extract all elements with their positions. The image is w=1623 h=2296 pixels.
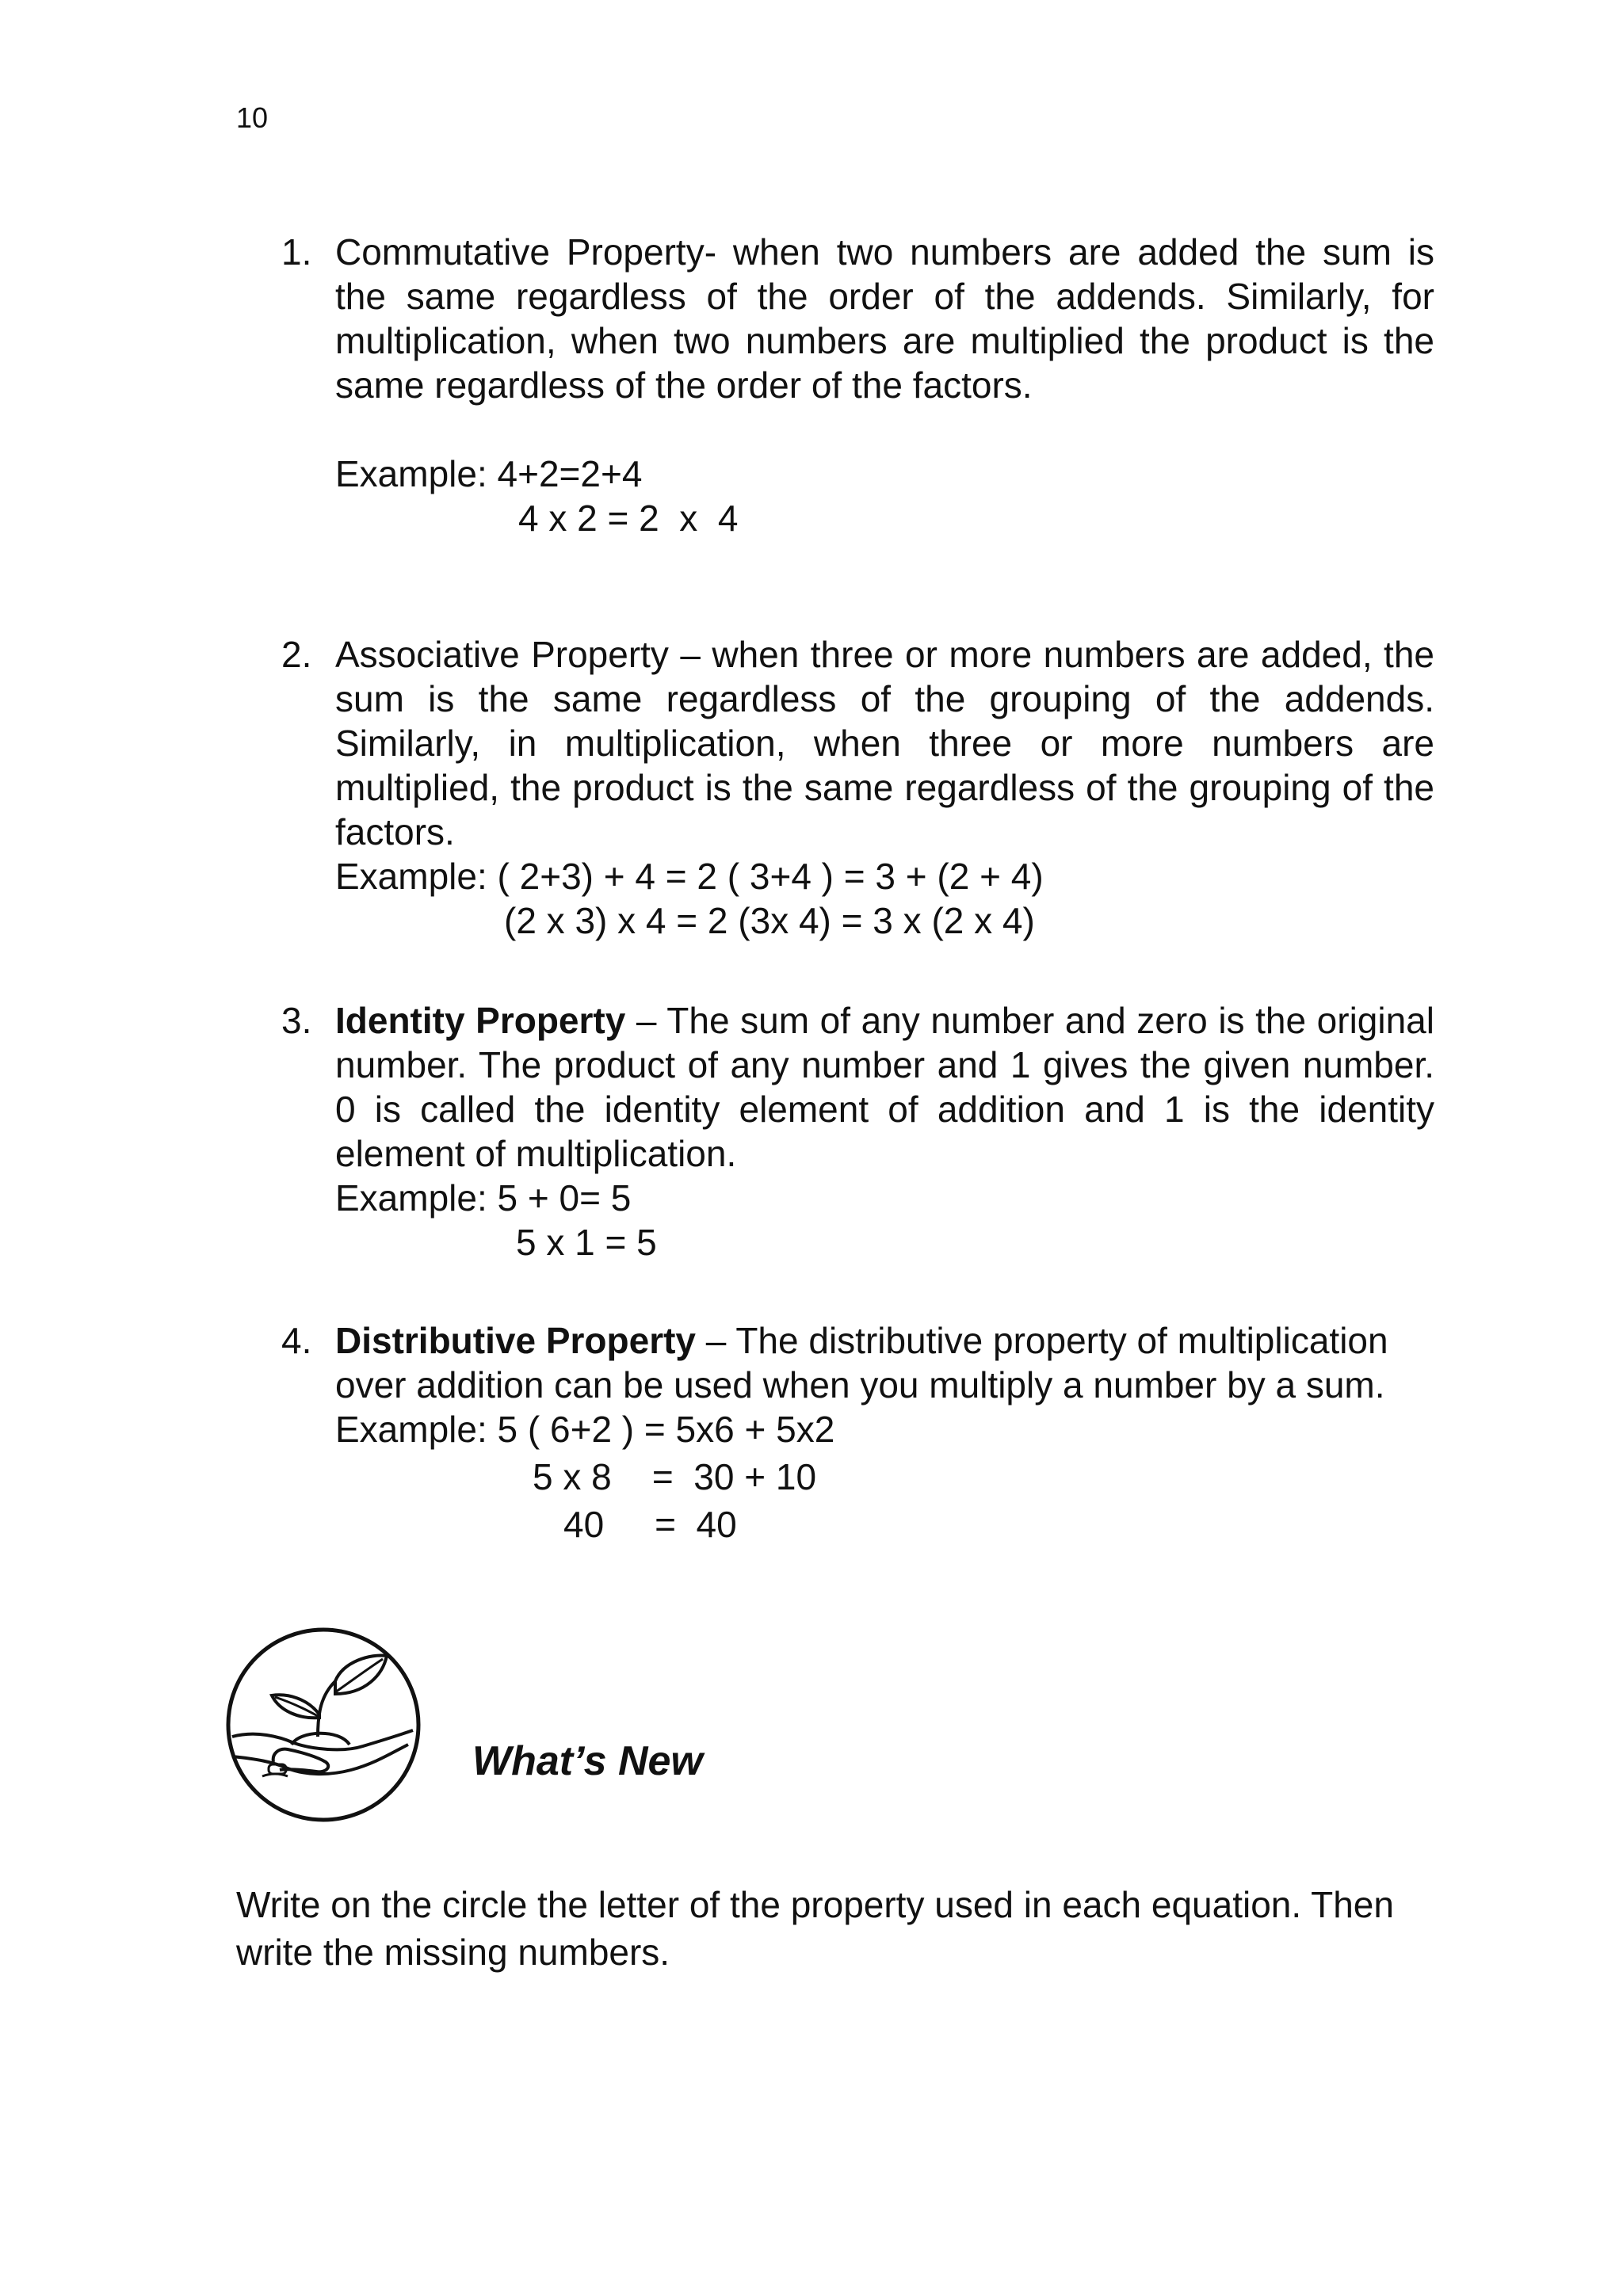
item-description: – The distributive property of multiplication over addition can be used when you multiply a number by a sum. xyxy=(335,1320,1388,1405)
example-line: Example: ( 2+3) + 4 = 2 ( 3+4 ) = 3 + (2 + 4) xyxy=(335,856,1044,897)
property-item-distributive xyxy=(281,1318,1434,1545)
example-line: 5 x 1 = 5 xyxy=(516,1222,657,1263)
section-title: What’s New xyxy=(472,1738,703,1784)
instructions-text: Write on the circle the letter of the property used in each equation. Then write the missing numbers. xyxy=(236,1884,1394,1973)
property-item-identity xyxy=(281,998,1434,1264)
item-title: Distributive Property xyxy=(335,1320,696,1361)
example-line: Example: 5 ( 6+2 ) = 5x6 + 5x2 xyxy=(335,1409,835,1450)
item-description: – The sum of any number and zero is the original number. The product of any number and 1 gives the given number. 0 is called the identity element of addition and 1 is the identity element of multiplication. xyxy=(335,1000,1434,1174)
example-line: Example: 5 + 0= 5 xyxy=(335,1177,632,1219)
item-description: Commutative Property- when two numbers are added the sum is the same regardless of the order of the addends. Similarly, for multiplication, when two numbers are multiplied the product is the same regardless of the order of the factors. xyxy=(335,231,1434,406)
hand-with-plant-icon xyxy=(224,1626,422,1824)
page-number: 10 xyxy=(236,101,269,134)
property-item-associative xyxy=(281,632,1434,943)
item-number: 3. xyxy=(281,1000,312,1041)
example-line: (2 x 3) x 4 = 2 (3x 4) = 3 x (2 x 4) xyxy=(504,900,1035,941)
example-line: 4 x 2 = 2 x 4 xyxy=(518,498,739,539)
item-number: 2. xyxy=(281,634,312,675)
item-description: Associative Property – when three or more numbers are added, the sum is the same regardless of the grouping of the addends. Similarly, in multiplication, when three or more numbers are multiplied, the product is the same regardless of the grouping of the factors. xyxy=(335,634,1434,852)
example-line: 40 = 40 xyxy=(563,1504,737,1545)
example-line: Example: 4+2=2+4 xyxy=(335,453,643,494)
item-title: Identity Property xyxy=(335,1000,626,1041)
item-number: 4. xyxy=(281,1320,312,1361)
property-item-commutative xyxy=(281,230,1434,540)
example-line: 5 x 8 = 30 + 10 xyxy=(533,1456,817,1497)
item-number: 1. xyxy=(281,231,312,273)
